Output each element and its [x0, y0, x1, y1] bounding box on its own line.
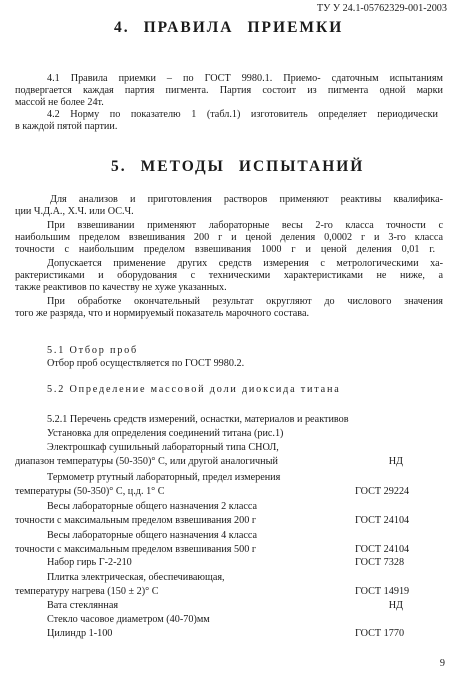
equipment-item-8-line1: Стекло часовое диаметром (40-70)мм: [47, 614, 210, 625]
subsection-5-2-1-heading: 5.2.1 Перечень средств измерений, оснастки, материалов и реактивов: [47, 414, 349, 425]
equipment-item-1-line1: Электрошкаф сушильный лабораторный типа СНОЛ,: [47, 442, 279, 453]
section-4-p2-line1: 4.2 Норму по показателю 1 (табл.1) изготовитель определяет периодически: [47, 109, 438, 120]
equipment-item-9-ref: ГОСТ 1770: [355, 628, 405, 639]
equipment-item-6-ref: ГОСТ 14919: [355, 586, 410, 597]
page-number: 9: [439, 658, 445, 669]
equipment-item-7-line1: Вата стеклянная: [47, 600, 119, 611]
section-5-number: 5.: [111, 158, 127, 175]
equipment-item-3-line2: точности с максимальным пределом взвешивания 200 г: [15, 515, 257, 526]
equipment-item-6-line2: температуру нагрева (150 ± 2)° С: [15, 586, 159, 597]
equipment-item-2-line2: температуры (50-350)° С, ц.д. 1° С: [15, 486, 165, 497]
subsection-5-2-1-intro: Установка для определения соединений титана (рис.1): [47, 428, 284, 439]
section-5-line-10: того же разряда, что и нормируемый показатель марочного состава.: [15, 308, 310, 319]
section-4-title-word1: ПРАВИЛА: [143, 19, 234, 36]
equipment-item-5-ref: ГОСТ 7328: [355, 557, 405, 568]
equipment-item-4-ref: ГОСТ 24104: [355, 544, 410, 555]
section-4-p1-line3: массой не более 24т.: [15, 97, 104, 108]
section-5-line-9: При обработке окончательный результат округляют до числового значения: [47, 296, 443, 307]
section-5-line-5: точности с наибольшим пределом взвешивания 1000 г и ценой деления 0,01 г.: [15, 244, 435, 255]
section-5-line-1: Для анализов и приготовления растворов применяют реактивы квалифика-: [50, 194, 443, 205]
section-4-p1-line1: 4.1 Правила приемки – по ГОСТ 9980.1. Приемо- сдаточным испытаниям: [47, 73, 443, 84]
equipment-item-3-ref: ГОСТ 24104: [355, 515, 410, 526]
subsection-5-1-heading: 5.1 Отбор проб: [47, 345, 139, 356]
section-5-heading: [111, 158, 364, 176]
equipment-item-1-ref: НД: [388, 456, 403, 467]
section-5-line-7: рактеристиками и оборудования с техническими характеристиками не ниже, а: [15, 270, 443, 281]
section-5-line-4: наибольшим пределом взвешивания 200 г и ценой деления 0,0002 г и 3-го класса: [15, 232, 443, 243]
section-4-title-word2: ПРИЕМКИ: [247, 19, 344, 36]
equipment-item-2-line1: Термометр ртутный лабораторный, предел измерения: [47, 472, 281, 483]
section-5-line-3: При взвешивании применяют лабораторные весы 2-го класса точности с: [47, 220, 443, 231]
equipment-item-2-ref: ГОСТ 29224: [355, 486, 410, 497]
section-4-p1-line2: подвергается каждая партия пигмента. Партия состоит из пигмента одной марки: [15, 85, 443, 96]
equipment-item-9-line1: Цилиндр 1-100: [47, 628, 113, 639]
equipment-item-1-line2: диапазон температуры (50-350)° С, или другой аналогичный: [15, 456, 278, 467]
document-code: ТУ У 24.1-05762329-001-2003: [316, 3, 447, 14]
equipment-item-4-line2: точности с максимальным пределом взвешивания 500 г: [15, 544, 257, 555]
equipment-item-7-ref: НД: [388, 600, 403, 611]
subsection-5-2-heading: 5.2 Определение массовой доли диоксида титана: [47, 384, 341, 395]
equipment-item-5-line1: Набор гирь Г-2-210: [47, 557, 132, 568]
equipment-item-3-line1: Весы лабораторные общего назначения 2 класса: [47, 501, 258, 512]
section-5-title-word1: МЕТОДЫ: [140, 158, 225, 175]
section-5-title-word2: ИСПЫТАНИЙ: [238, 158, 365, 175]
section-4-heading: [114, 19, 343, 37]
subsection-5-1-text: Отбор проб осуществляется по ГОСТ 9980.2.: [47, 358, 245, 369]
section-5-line-8: также реактивов по качеству не хуже указанных.: [15, 282, 227, 293]
section-4-number: 4.: [114, 19, 130, 36]
equipment-item-4-line1: Весы лабораторные общего назначения 4 класса: [47, 530, 258, 541]
section-5-line-6: Допускается применение других средств измерения с метрологическими ха-: [47, 258, 443, 269]
section-4-p2-line2: в каждой пятой партии.: [15, 121, 118, 132]
section-5-line-2: ции Ч.Д.А., Х.Ч. или ОС.Ч.: [15, 206, 134, 217]
equipment-item-6-line1: Плитка электрическая, обеспечивающая,: [47, 572, 225, 583]
